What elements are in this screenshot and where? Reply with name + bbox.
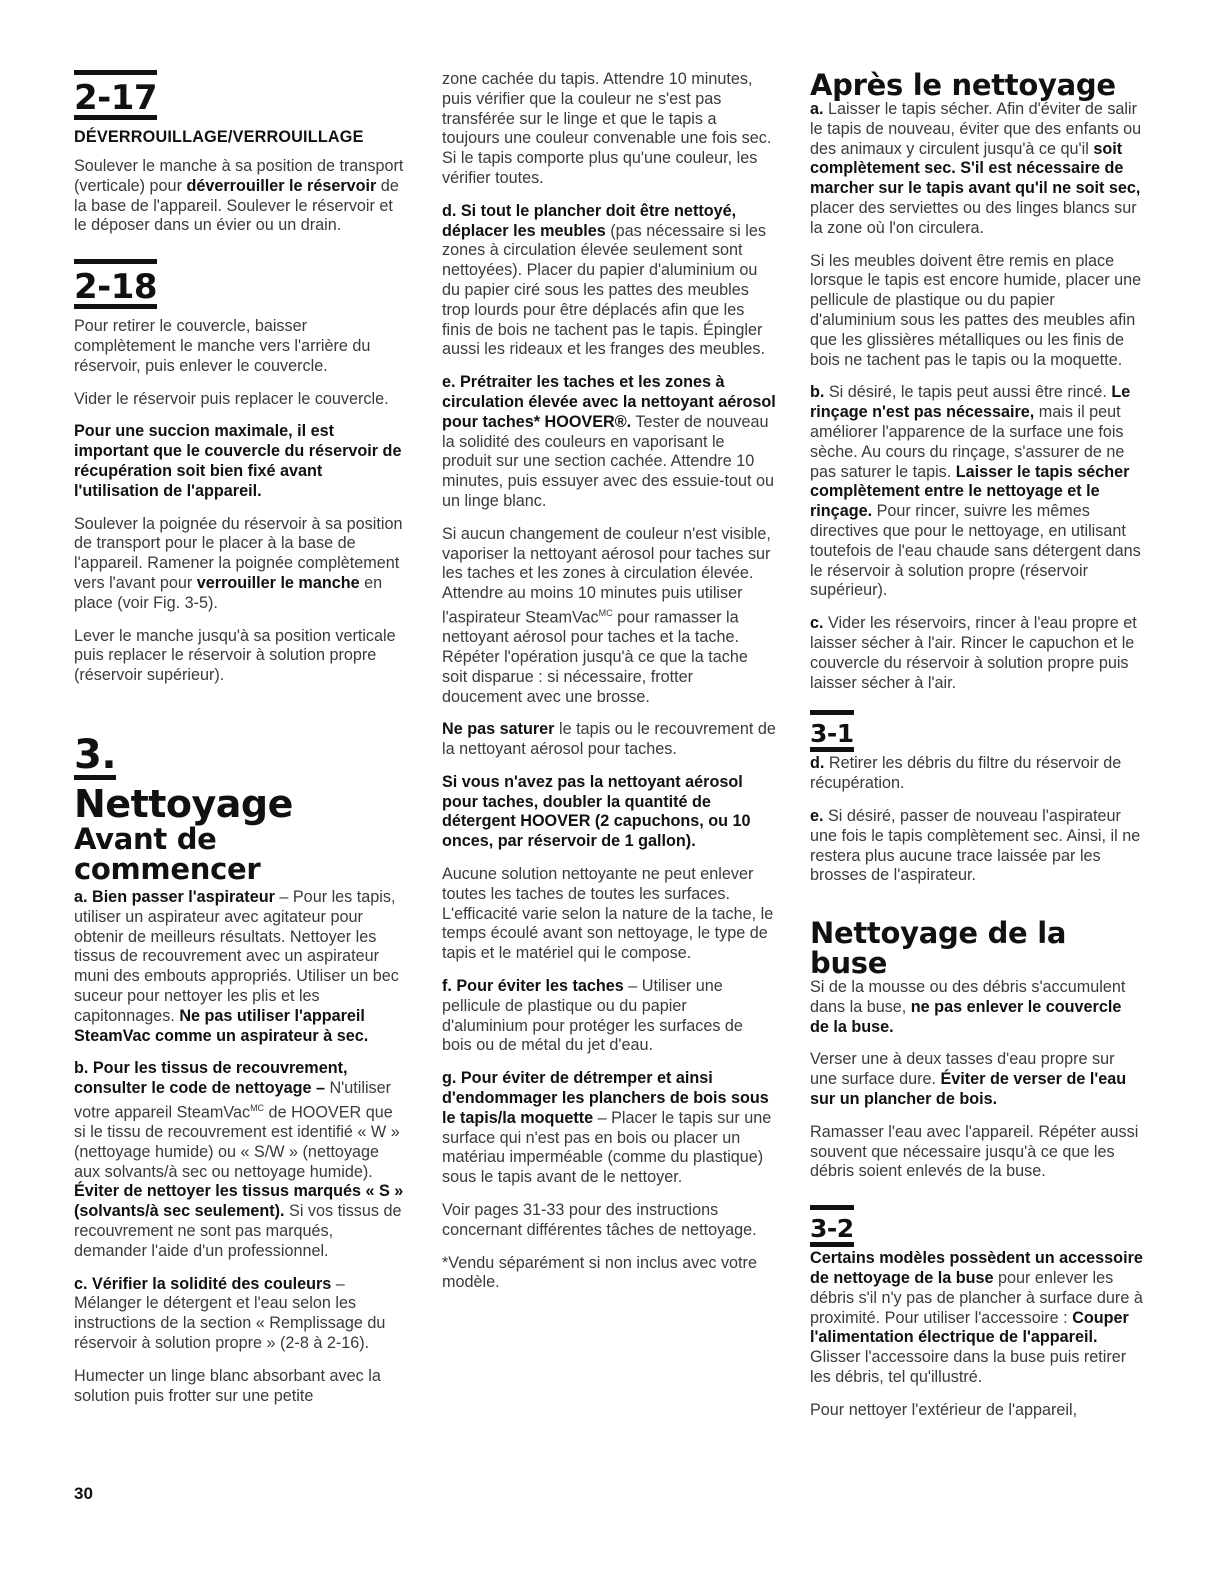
paragraph-a-meubles: Si les meubles doivent être remis en place lorsque le tapis est encore humide, placer une pellicule de plastique ou du papier d'aluminium sous les pattes des meubles afin que les glissières métalliques ou les finis de bois ne tachent pas le tapis ou la moquette. [810, 251, 1142, 369]
paragraph-buse-ramasser: Ramasser l'eau avec l'appareil. Répéter aussi souvent que nécessaire jusqu'à ce que les débris soient enlevés de la buse. [810, 1122, 1139, 1181]
paragraph-a-secher: a. Laisser le tapis sécher. Afin d'éviter de salir le tapis de nouveau, éviter que des enfants ou des animaux y circulent jusqu'à ce qu'il soit complètement sec. S'il est nécessaire de marcher sur le tapis avant qu'il ne soit sec, placer des serviettes ou des linges blancs sur la zone où l'on circulera. [810, 100, 1142, 237]
paragraph-2-18-e: Lever le manche jusqu'à sa position verticale puis replacer le réservoir à solution propre (réservoir supérieur). [74, 626, 396, 685]
paragraph-2-18-a: Pour retirer le couvercle, baisser complètement le manche vers l'arrière du réservoir, puis enlever le couvercle. [74, 317, 371, 375]
paragraph-g-voir-pages: Voir pages 31-33 pour des instructions concernant différentes tâches de nettoyage. [442, 1201, 757, 1239]
paragraph-b-tissus: b. Pour les tissus de recouvrement, consulter le code de nettoyage – N'utiliser votre appareil SteamVac$^{MC}$ de HOOVER que si le tissu de recouvrement est identifié « W » (nettoyage humide) ou « S/W » (nettoyage aux solvants/à sec ou nettoyage humide). Éviter de nettoyer les tissus marqués « S » (solvants/à sec seulement). Si vos tissus de recouvrement ne sont pas marqués, demander l'aide d'un professionnel. [74, 1059, 404, 1260]
title-apres-nettoyage: Après le nettoyage [810, 68, 1116, 102]
step-number-2-18: 2-18 [74, 259, 157, 309]
heading-deverrouillage: DÉVERROUILLAGE/VERROUILLAGE [74, 128, 364, 146]
paragraph-2-18-b: Vider le réservoir puis replacer le couvercle. [74, 389, 389, 408]
paragraph-c-couleurs: c. Vérifier la solidité des couleurs – Mélanger le détergent et l'eau selon les instructions de la section « Remplissage du réservoir à solution propre » (2-8 à 2-16). [74, 1274, 386, 1353]
paragraph-e-saturer: Ne pas saturer le tapis ou le recouvrement de la nettoyant aérosol pour taches. [442, 720, 776, 759]
column-left [74, 70, 406, 1419]
paragraph-b-rincer: b. Si désiré, le tapis peut aussi être rincé. Le rinçage n'est pas nécessaire, mais il peut améliorer l'apparence de la surface une fois sèche. Au cours du rinçage, s'assurer de ne pas saturer le tapis. Laisser le tapis sécher complètement entre le nettoyage et le rinçage. Pour rincer, suivre les mêmes directives que pour le nettoyage, en utilisant toutefois de l'eau chaude sans détergent dans le réservoir à solution propre (réservoir supérieur). [810, 383, 1141, 600]
paragraph-footnote: *Vendu séparément si non inclus avec votre modèle. [442, 1253, 757, 1292]
paragraph-g-planchers: g. Pour éviter de détremper et ainsi d'endommager les planchers de bois sous le tapis/la moquette – Placer le tapis sur une surface qui n'est pas en bois ou placer un matériau imperméable (comme du plastique) sous le tapis avant de le nettoyer. [442, 1069, 772, 1187]
paragraph-buse-verser: Verser une à deux tasses d'eau propre sur une surface dure. Éviter de verser de l'eau sur un plancher de bois. [810, 1050, 1127, 1109]
column-right [810, 70, 1144, 1434]
title-nettoyage-buse: Nettoyage de la buse [810, 916, 1067, 981]
paragraph-c-humecter: Humecter un linge blanc absorbant avec la solution puis frotter sur une petite [74, 1366, 381, 1405]
section-title: Nettoyage [74, 781, 293, 826]
paragraph-e-pretraiter: e. Prétraiter les taches et les zones à circulation élevée avec la nettoyant aérosol pour taches* HOOVER®. Tester de nouveau la solidité des couleurs en vaporisant le produit sur une section cachée. Attendre 10 minutes, puis essuyer avec des essuie-tout ou un linge blanc. [442, 373, 776, 510]
paragraph-e-efficacite: Aucune solution nettoyante ne peut enlever toutes les taches de toutes les surfaces. L'efficacité varie selon la nature de la tache, le temps écoulé avant son nettoyage, le type de tapis et le matériel qui le compose. [442, 865, 774, 963]
paragraph-2-18-d: Soulever la poignée du réservoir à sa position de transport pour le placer à la base de l'appareil. Ramener la poignée complètement vers l'avant pour verrouiller le manche en place (voir Fig. 3-5). [74, 514, 403, 612]
paragraph-2-17: Soulever le manche à sa position de transport (verticale) pour déverrouiller le réservoir de la base de l'appareil. Soulever le réservoir et le déposer dans un évier ou un drain. [74, 157, 404, 235]
paragraph-e-aspirateur: e. Si désiré, passer de nouveau l'aspirateur une fois le tapis complètement sec. Ainsi, il ne restera plus aucune trace laissée par les brosses de l'aspirateur. [810, 806, 1141, 885]
step-number-2-17: 2-17 [74, 70, 157, 120]
step-number-3-2: 3-2 [810, 1205, 854, 1247]
paragraph-3-2-exterieur: Pour nettoyer l'extérieur de l'appareil, [810, 1400, 1078, 1419]
paragraph-e-doubler: Si vous n'avez pas la nettoyant aérosol pour taches, doubler la quantité de détergent HOOVER (2 capuchons, ou 10 onces, par réservoir de 1 gallon). [442, 772, 751, 851]
paragraph-e-vaporiser: Si aucun changement de couleur n'est visible, vaporiser la nettoyant aérosol pour taches sur les taches et les zones à circulation élevée. Attendre au moins 10 minutes puis utiliser l'aspirateur SteamVac$^{MC}$ pour ramasser la nettoyant aérosol pour taches et la tache. Répéter l'opération jusqu'à ce que la tache soit disparue : si nécessaire, frotter doucement avec une brosse. [442, 524, 771, 706]
subsection-title: Avant de commencer [74, 821, 261, 886]
paragraph-3-2-accessoire: Certains modèles possèdent un accessoire de nettoyage de la buse pour enlever les débris s'il n'y pas de plancher à surface dure à proximité. Pour utiliser l'accessoire : Couper l'alimentation électrique de l'appareil. Glisser l'accessoire dans la buse puis retirer les débris, tel qu'illustré. [810, 1249, 1143, 1387]
page-number: 30 [74, 1484, 93, 1503]
paragraph-zone-cachee: zone cachée du tapis. Attendre 10 minutes, puis vérifier que la couleur ne s'est pas transférée sur le linge et que le tapis a toujours une couleur convenable une fois sec. Si le tapis comporte plus qu'une couleur, les vérifier toutes. [442, 70, 772, 187]
paragraph-f-taches: f. Pour éviter les taches – Utiliser une pellicule de plastique ou du papier d'aluminium pour protéger les surfaces de bois ou de métal du jet d'eau. [442, 977, 743, 1055]
section-number: 3. [74, 711, 116, 780]
paragraph-d-meubles: d. Si tout le plancher doit être nettoyé, déplacer les meubles (pas nécessaire si les zones à circulation élevée seulement sont nettoyées). Placer du papier d'aluminium ou du papier ciré sous les pattes des meubles trop lourds pour être déplacés afin que les finis de bois ne tachent pas le tapis. Épingler aussi les rideaux et les franges des meubles. [442, 201, 766, 359]
column-middle [442, 70, 776, 1306]
paragraph-buse-mousse: Si de la mousse ou des débris s'accumulent dans la buse, ne pas enlever le couvercle de la buse. [810, 978, 1126, 1036]
paragraph-a-aspirateur: a. Bien passer l'aspirateur – Pour les tapis, utiliser un aspirateur avec agitateur pour obtenir de meilleurs résultats. Nettoyer les tissus de recouvrement avec un aspirateur muni des embouts appropriés. Utiliser un bec suceur pour nettoyer les plis et les capitonnages. Ne pas utiliser l'appareil SteamVac comme un aspirateur à sec. [74, 887, 399, 1045]
step-number-3-1: 3-1 [810, 710, 854, 752]
paragraph-d-filtre: d. Retirer les débris du filtre du réservoir de récupération. [810, 754, 1122, 793]
paragraph-2-18-warning: Pour une succion maximale, il est important que le couvercle du réservoir de récupération soit bien fixé avant l'utilisation de l'appareil. [74, 422, 402, 500]
paragraph-c-vider: c. Vider les réservoirs, rincer à l'eau propre et laisser sécher à l'air. Rincer le capuchon et le couvercle du réservoir à solution propre puis laisser sécher à l'air. [810, 614, 1137, 692]
